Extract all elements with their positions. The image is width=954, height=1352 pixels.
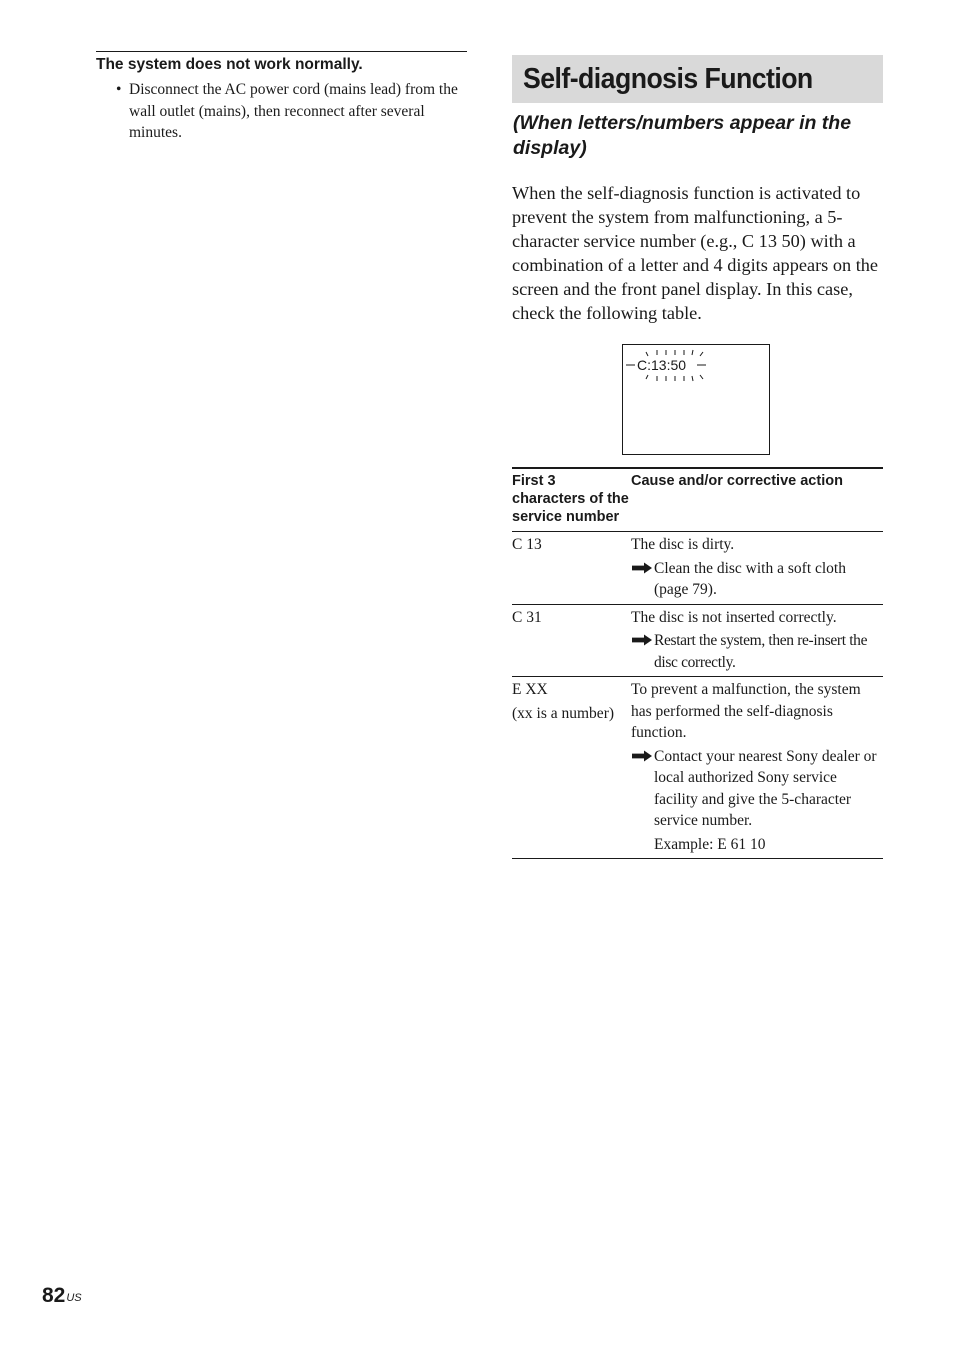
arrow-right-icon: [631, 750, 653, 762]
left-column: [96, 51, 467, 144]
action-text: Clean the disc with a soft cloth (page 79).: [654, 559, 846, 598]
intro-paragraph: When the self-diagnosis function is activated to prevent the system from malfunctioning, a 5-character service number (e.g., C 13 50) with a combination of a letter and 4 digits appears on the screen and the front panel display. In this case, check the following table.: [512, 183, 879, 323]
arrow-right-icon: [631, 562, 653, 574]
header-service-number: First 3 characters of the service number: [512, 468, 631, 532]
service-code: C 13: [512, 536, 542, 553]
page-number: [42, 1284, 82, 1308]
arrow-right-icon: [631, 634, 653, 646]
corrective-action: [631, 630, 883, 673]
right-column: [512, 55, 883, 325]
service-code-cell: [512, 604, 631, 677]
table-row: [512, 532, 883, 605]
example-text: Example: E 61 10: [654, 835, 766, 853]
section-title: Self-diagnosis Function: [523, 62, 813, 95]
service-number-table: [512, 467, 883, 859]
display-readout: C:13:50: [637, 357, 687, 373]
service-code: E XX: [512, 681, 548, 698]
cause-text: To prevent a malfunction, the system has performed the self-diagnosis function.: [631, 681, 861, 741]
section-rule: [96, 51, 467, 52]
table-header-row: [512, 468, 883, 532]
action-text: Contact your nearest Sony dealer or local authorized Sony service facility and give the 5-character service number.: [654, 747, 877, 829]
service-code: C 31: [512, 608, 542, 626]
service-code-note: (xx is a number): [512, 704, 615, 722]
cause-action-cell: [631, 677, 883, 859]
section-title-bar: [512, 55, 883, 103]
remedy-text: Disconnect the AC power cord (mains lead) from the wall outlet (mains), then reconnect after several minutes.: [129, 81, 458, 141]
list-item: [96, 79, 467, 144]
page-number-value: 82: [42, 1284, 66, 1307]
page-region-label: US: [66, 1292, 82, 1304]
corrective-action: [631, 558, 883, 601]
bullet-icon: •: [116, 81, 122, 98]
service-code-cell: [512, 532, 631, 605]
display-illustration: [622, 344, 770, 455]
table-row: [512, 677, 883, 859]
remedy-list: [96, 79, 467, 144]
table-row: [512, 604, 883, 677]
action-text: Restart the system, then re-insert the disc correctly.: [654, 632, 868, 671]
header-cause-action: Cause and/or corrective action: [631, 468, 883, 532]
cause-action-cell: [631, 604, 883, 677]
cause-text: The disc is not inserted correctly.: [631, 608, 837, 626]
service-code-cell: [512, 677, 631, 859]
cause-text: The disc is dirty.: [631, 536, 735, 553]
cause-action-cell: [631, 532, 883, 605]
corrective-action: [631, 746, 883, 856]
symptom-heading: The system does not work normally.: [96, 56, 363, 73]
section-subtitle: (When letters/numbers appear in the display): [513, 112, 852, 159]
